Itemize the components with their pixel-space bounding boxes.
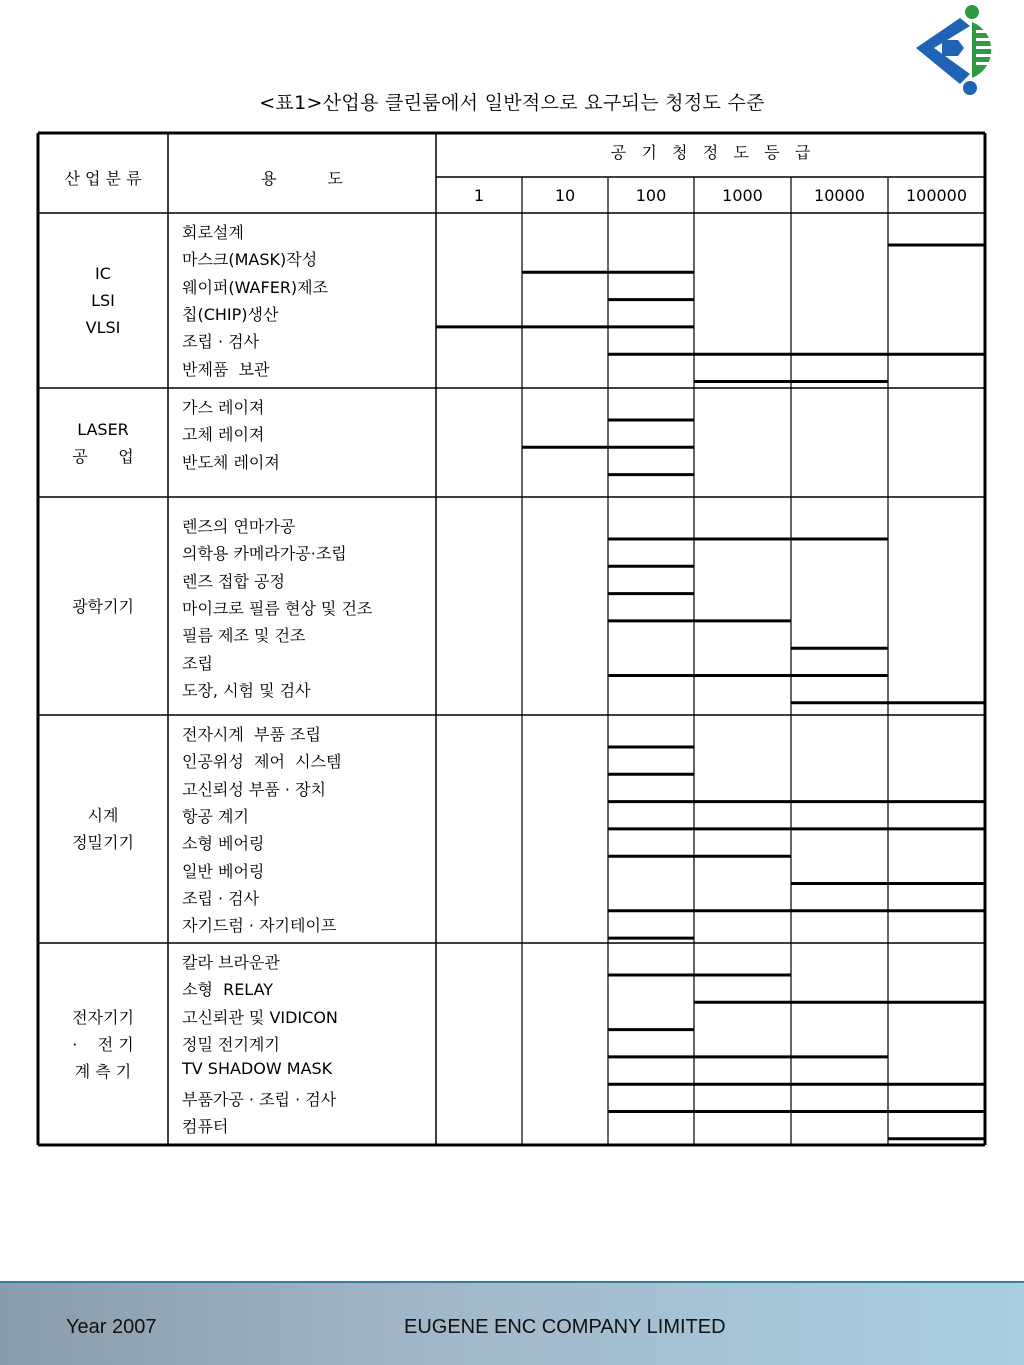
category-line: 광학기기: [72, 596, 134, 616]
use-item: 일반 베어링: [182, 861, 265, 881]
class-header-100000: 100000: [905, 186, 968, 205]
use-item: 마스크(MASK)작성: [182, 250, 318, 270]
category-label: [38, 943, 168, 1145]
class-header-10: 10: [554, 186, 576, 205]
use-item: 전자시계 부품 조립: [182, 725, 321, 744]
category-label: [38, 497, 168, 715]
use-item: 조립 · 검사: [182, 332, 260, 352]
header-use: 용 도: [261, 169, 343, 188]
use-item: 마이크로 필름 현상 및 건조: [182, 598, 373, 618]
category-line: 전자기기: [72, 1007, 134, 1027]
category-line: 공 업: [72, 446, 134, 466]
use-item: 가스 레이져: [182, 398, 265, 417]
use-item: 렌즈의 연마가공: [182, 517, 296, 536]
use-item: 고신뢰관 및 VIDICON: [182, 1007, 338, 1027]
category-line: IC: [95, 264, 111, 283]
category-line: VLSI: [85, 318, 121, 337]
use-item: 항공 계기: [182, 806, 249, 826]
class-header-10000: 10000: [814, 186, 865, 205]
footer-year: Year 2007: [66, 1316, 157, 1338]
category-label: [38, 715, 168, 943]
use-item: 회로설계: [182, 223, 244, 242]
use-item: 의학용 카메라가공·조립: [182, 544, 347, 564]
use-item: 반제품 보관: [182, 359, 270, 379]
use-item: 렌즈 접합 공정: [182, 571, 285, 591]
use-item: 정밀 전기계기: [182, 1034, 280, 1054]
use-item: 반도체 레이져: [182, 452, 280, 472]
use-item: 조립: [182, 653, 213, 673]
class-header-1: 1: [473, 186, 485, 205]
use-item: 웨이퍼(WAFER)제조: [182, 277, 329, 297]
category-label: [38, 388, 168, 497]
use-item: 소형 RELAY: [182, 980, 274, 1000]
use-item: 필름 제조 및 건조: [182, 626, 306, 646]
footer-company: EUGENE ENC COMPANY LIMITED: [404, 1316, 726, 1338]
use-item: 조립 · 검사: [182, 888, 260, 908]
use-item: 칼라 브라운관: [182, 953, 280, 972]
category-label: [38, 213, 168, 388]
header-category: 산 업 분 류: [64, 169, 142, 188]
use-item: 칩(CHIP)생산: [182, 304, 279, 324]
category-line: · 전 기: [72, 1034, 134, 1054]
category-line: 계 측 기: [74, 1061, 132, 1081]
category-line: 시계: [87, 806, 119, 825]
category-line: 정밀기기: [72, 833, 134, 852]
class-header-100: 100: [635, 186, 667, 205]
use-item: 고신뢰성 부품 · 장치: [182, 779, 326, 799]
class-header-1000: 1000: [722, 186, 763, 205]
category-line: LASER: [77, 419, 129, 439]
use-item: 소형 베어링: [182, 834, 265, 854]
use-item: 부품가공 · 조립 · 검사: [182, 1089, 337, 1109]
header-class: 공 기 청 정 도 등 급: [610, 143, 811, 162]
category-line: LSI: [91, 291, 115, 310]
use-item: TV SHADOW MASK: [182, 1059, 333, 1079]
company-logo-icon: [914, 4, 1018, 96]
use-item: 자기드럼 · 자기테이프: [182, 916, 337, 936]
use-item: 컴퓨터: [182, 1116, 229, 1136]
use-item: 고체 레이져: [182, 425, 265, 445]
page-title: <표1>산업용 클린룸에서 일반적으로 요구되는 청정도 수준: [259, 92, 765, 114]
use-item: 인공위성 제어 시스템: [182, 752, 342, 772]
use-item: 도장, 시험 및 검사: [182, 680, 311, 700]
